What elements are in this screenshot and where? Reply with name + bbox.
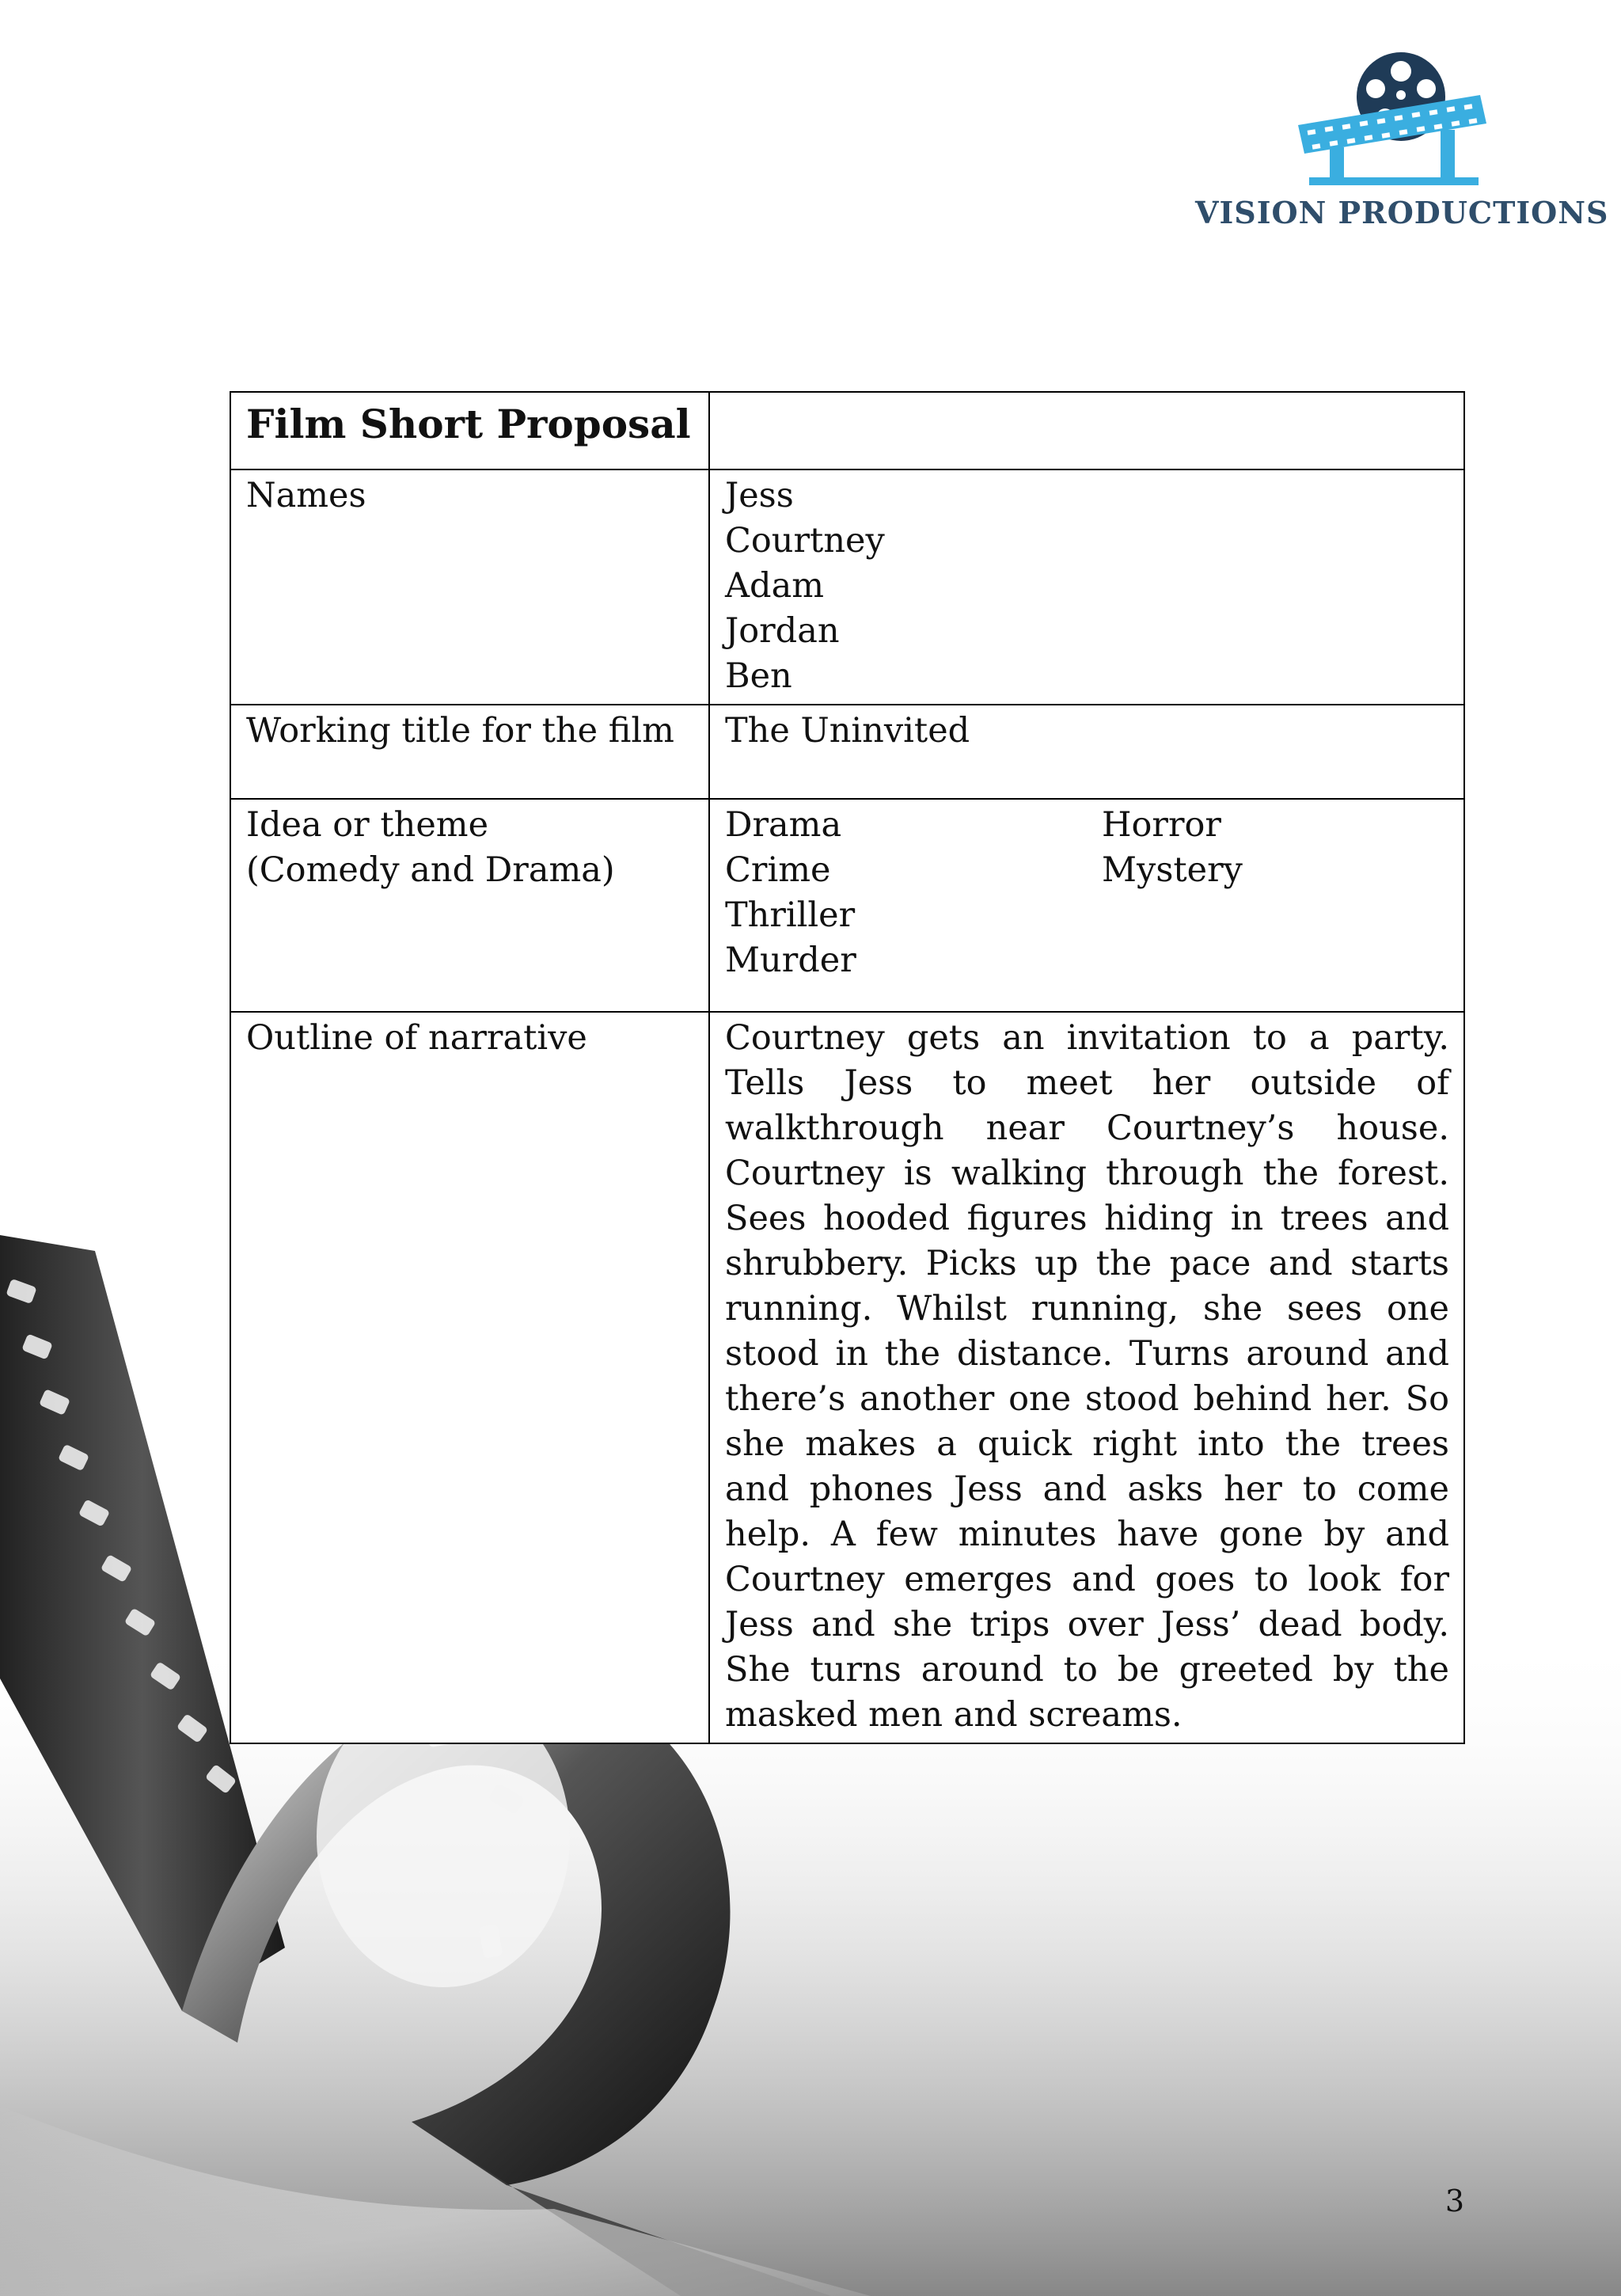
name-item: Jordan	[725, 611, 840, 651]
theme-genres-cell	[709, 799, 1464, 1012]
company-logo	[1195, 48, 1609, 238]
proposal-title-value	[709, 392, 1464, 469]
table-row-outline	[230, 1012, 1464, 1743]
outline-cell	[709, 1012, 1464, 1743]
outline-text: Courtney gets an invitation to a party. Tells Jess to meet her outside of walkthrough near Courtney’s house. Courtney is walking through the forest. Sees hooded figures hiding in trees and shrubbery. Picks up the pace and starts running. Whilst running, she sees one stood in the distance. Turns around and there’s another one stood behind her. So she makes a quick right into the trees and phones Jess and asks her to come help. A few minutes have gone by and Courtney emerges and goes to look for Jess and she trips over Jess’ dead body. She turns around to be greeted by the masked men and screams.	[725, 1018, 1449, 1735]
outline-label: Outline of narrative	[230, 1012, 709, 1743]
page-number: 3	[1444, 2184, 1464, 2218]
name-item: Adam	[725, 566, 824, 606]
table-row-title	[230, 392, 1464, 469]
film-proposal-table	[230, 391, 1465, 1744]
genre-item: Thriller	[725, 895, 856, 935]
film-reel-camera-icon	[1290, 48, 1496, 190]
genre-item	[1102, 938, 1449, 983]
working-title-value: The Uninvited	[709, 705, 1464, 799]
proposal-title: Film Short Proposal	[230, 392, 709, 469]
genre-item: Mystery	[1102, 850, 1243, 890]
genre-item: Drama	[725, 805, 842, 845]
table-row-names	[230, 469, 1464, 705]
names-list	[709, 469, 1464, 705]
genre-item	[1102, 893, 1449, 938]
theme-label-cell	[230, 799, 709, 1012]
table-row-working-title	[230, 705, 1464, 799]
genre-item: Crime	[725, 850, 831, 890]
brand-name: VISION PRODUCTIONS	[1195, 195, 1609, 230]
name-item: Ben	[725, 656, 792, 696]
names-label: Names	[230, 469, 709, 705]
table-row-theme	[230, 799, 1464, 1012]
genre-item: Murder	[725, 941, 856, 980]
genre-grid	[725, 803, 1449, 983]
genre-item: Horror	[1102, 805, 1221, 845]
theme-sublabel: (Comedy and Drama)	[246, 850, 615, 890]
name-item: Jess	[725, 476, 794, 515]
name-item: Courtney	[725, 521, 885, 561]
working-title-label: Working title for the film	[230, 705, 709, 799]
theme-label: Idea or theme	[246, 805, 489, 845]
